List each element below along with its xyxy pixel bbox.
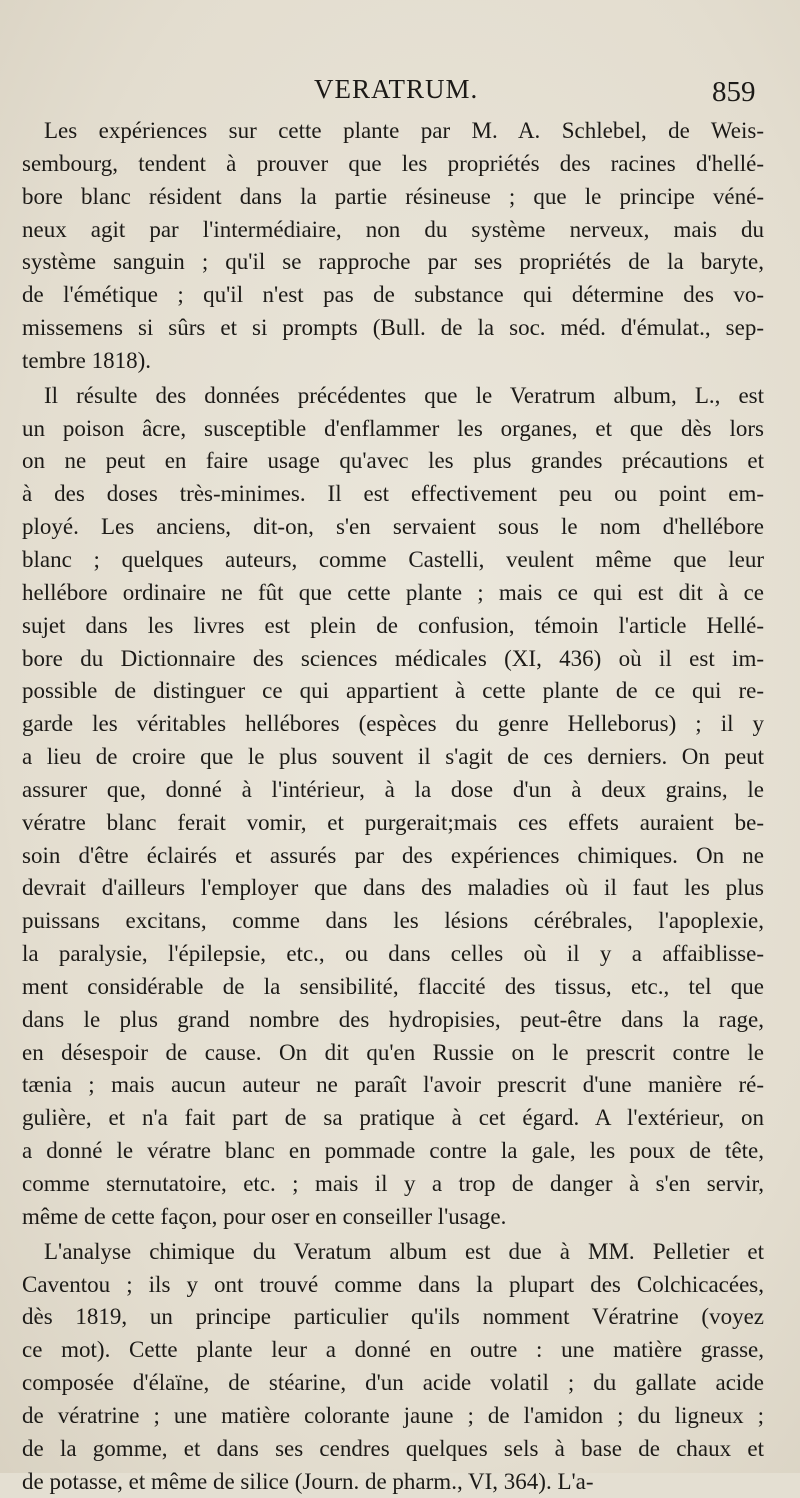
text-line: à des doses très-minimes. Il est effectivement peu ou point em- [22, 481, 764, 507]
text-line: vératre blanc ferait vomir, et purgerait;mais ces effets auraient be- [22, 809, 764, 835]
paragraph-veratrum-album-use [22, 380, 764, 1234]
text-line: assurer que, donné à l'intérieur, à la dose d'un à deux grains, le [22, 776, 764, 802]
text-line: Il résulte des données précédentes que le Veratrum album, L., est [44, 382, 764, 408]
running-head-title: VERATRUM. [314, 74, 479, 104]
text-line: de la gomme, et dans ses cendres quelques sels à base de chaux et [22, 1435, 764, 1461]
text-line: comme sternutatoire, etc. ; mais il y a trop de danger à s'en servir, [22, 1171, 764, 1196]
text-line: tænia ; mais aucun auteur ne paraît l'avoir prescrit d'une manière ré- [22, 1072, 764, 1098]
text-line: ployé. Les anciens, dit-on, s'en servaient sous le nom d'hellébore [22, 514, 764, 540]
text-line: possible de distinguer ce qui appartient à cette plante de ce qui re- [22, 678, 764, 704]
text-line: composée d'élaïne, de stéarine, d'un acide volatil ; du gallate acide [22, 1370, 764, 1396]
text-line: a lieu de croire que le plus souvent il s'agit de ces derniers. On peut [22, 744, 764, 770]
text-line: Caventou ; ils y ont trouvé comme dans la plupart des Colchicacées, [22, 1271, 764, 1297]
text-line: ment considérable de la sensibilité, flaccité des tissus, etc., tel que [22, 973, 764, 999]
text-line: même de cette façon, pour oser en conseiller l'usage. [22, 1203, 507, 1229]
text-line: bore du Dictionnaire des sciences médicales (XI, 436) où il est im- [22, 645, 764, 671]
paragraph-schlebel-experiments [22, 115, 764, 378]
text-line: de vératrine ; une matière colorante jaune ; de l'amidon ; du ligneux ; [22, 1402, 764, 1428]
text-line: la paralysie, l'épilepsie, etc., ou dans celles où il y a affaiblisse- [22, 941, 764, 967]
page-number: 859 [712, 76, 756, 108]
text-line: ce mot). Cette plante leur a donné en outre : une matière grasse, [22, 1337, 764, 1363]
text-line: missemens si sûrs et si prompts (Bull. de la soc. méd. d'émulat., sep- [22, 315, 764, 341]
body-text [22, 115, 764, 1498]
text-line: de l'émétique ; qu'il n'est pas de substance qui détermine des vo- [22, 282, 764, 308]
text-line: soin d'être éclairés et assurés par des expériences chimiques. On ne [22, 842, 764, 868]
text-line: de potasse, et même de silice (Journ. de pharm., VI, 364). L'a- [22, 1468, 594, 1494]
paragraph-chemical-analysis [22, 1236, 764, 1498]
text-line: système sanguin ; qu'il se rapproche par ses propriétés de la baryte, [22, 249, 764, 275]
text-line: sembourg, tendent à prouver que les propriétés des racines d'hellé- [22, 150, 764, 176]
text-line: blanc ; quelques auteurs, comme Castelli, veulent même que leur [22, 546, 764, 572]
text-line: bore blanc résident dans la partie résineuse ; que le principe véné- [22, 183, 764, 209]
text-line: on ne peut en faire usage qu'avec les plus grandes précautions et [22, 448, 764, 474]
text-line: devrait d'ailleurs l'employer que dans des maladies où il faut les plus [22, 875, 764, 901]
text-line: gulière, et n'a fait part de sa pratique à cet égard. A l'extérieur, on [22, 1105, 764, 1131]
running-head [0, 72, 800, 112]
text-line: a donné le vératre blanc en pommade contre la gale, les poux de tête, [22, 1138, 764, 1164]
text-line: dans le plus grand nombre des hydropisies, peut-être dans la rage, [22, 1006, 764, 1032]
text-line: puissans excitans, comme dans les lésions cérébrales, l'apoplexie, [22, 908, 764, 934]
text-line: Les expériences sur cette plante par M. A. Schlebel, de Weis- [44, 118, 764, 143]
text-line: un poison âcre, susceptible d'enflammer les organes, et que dès lors [22, 415, 764, 441]
text-line: en désespoir de cause. On dit qu'en Russie on le prescrit contre le [22, 1039, 764, 1065]
text-line: sujet dans les livres est plein de confusion, témoin l'article Hellé- [22, 612, 764, 638]
text-line: neux agit par l'intermédiaire, non du système nerveux, mais du [22, 216, 764, 242]
text-line: garde les véritables hellébores (espèces du genre Helleborus) ; il y [22, 711, 764, 737]
text-line: L'analyse chimique du Veratum album est due à MM. Pelletier et [44, 1238, 764, 1264]
text-line: hellébore ordinaire ne fût que cette plante ; mais ce qui est dit à ce [22, 579, 764, 605]
text-line: dès 1819, un principe particulier qu'ils nomment Vératrine (voyez [22, 1304, 764, 1330]
text-line: tembre 1818). [22, 347, 152, 373]
